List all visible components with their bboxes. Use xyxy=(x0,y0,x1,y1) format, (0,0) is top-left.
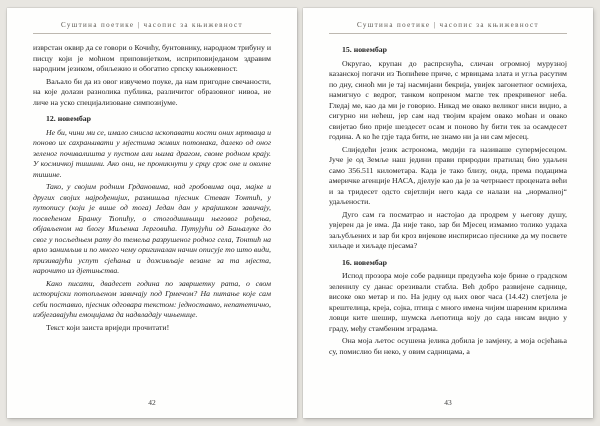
entry-heading-nov15: 15. новембар xyxy=(342,45,388,54)
entry-heading-nov16: 16. новембар xyxy=(342,257,388,267)
body-paragraph: Дуго сам га посматрао и настојао да продрем у његову душу, увјерен да је има. Да није тако, зар би Мјесец измамио толико уздаха заљубљених и зар би кроз вијекове инспирисао пјеснике да му посвете хиљаде и хиљаде пјесама? xyxy=(329,209,567,250)
entry-heading-nov12: 12. новембар xyxy=(46,114,92,123)
page-right xyxy=(303,8,593,418)
body-paragraph: Она моја љетос осушена јелика добила је замјену, а моја осјећања су, помислио би неко, у овим садницама, а xyxy=(329,336,567,356)
body-paragraph: Како писати, двадесет година по завршетку рата, о свом историјски потопљеном завичају под Грмечом? На питање које сам себи поставио, пјесник одговара текстом: једноставно, непатетично, избјегавајући емоцијама да надвладају чињенице. xyxy=(33,278,271,319)
body-paragraph: Тако, у својим родним Грдановима, над гробовима оца, мајке и других својих најрођенијих, размишља пјесник Стеван Тонтић, у путопису (који је више од тога) Један дан у крајишком завичају, посвећеном Бранку Ћопићу, о стогодишњици његовог рођења, објављеном на блогу Миљенка Јерговића. Путујући од Бањалуке до свог у посљедњем рату до темеља разрушеног родног села, Тонтић на врло занимљив и по много чему оригиналан начин описује то што види, призивајући успут сјећања и доживљаје везане за та мјеста, нарочито из дјетињства. xyxy=(33,182,271,275)
body-paragraph: Слиједећи језик астронома, медији га називаше супермјесецом. Јуче је од Земље наш једини прави природни пратилац био удаљен само 356.511 километара. Када је тако близу, онда, према подацима америчке агенције НАСА, дјелује као да је за четрнаест процената већи и за тридесет одсто свјетлији него када се налази на „нормалној“ удаљености. xyxy=(329,144,567,206)
body-paragraph: Текст који заиста вриједи прочитати! xyxy=(46,322,170,332)
page-number: 42 xyxy=(148,398,156,407)
page-left xyxy=(7,8,297,418)
page-header: Суштина поетике | часопис за књижевност xyxy=(329,21,567,34)
page-header: Суштина поетике | часопис за књижевност xyxy=(33,21,271,34)
body-paragraph: Не би, чини ми се, имало смисла ископавати кости оних мртваца и поново их сахрањивати у мјестима живих потомака, далеко од оног зеленог почивалишта у пустом али њима драгом, своме родном крају. У космичкој тишини. Ако они, не проникнути у срцу срж оне и околне тишине. xyxy=(33,127,271,179)
page-body xyxy=(33,43,271,392)
body-paragraph: Ваљало би да из овог извучемо поуке, да нам пригодне свечаности, на које долази разнолика публика, различитог образовног нивоа, не личе на уско специјализоване симпозијуме. xyxy=(33,76,271,107)
page-number: 43 xyxy=(444,398,452,407)
page-body xyxy=(329,43,567,392)
body-paragraph: Округао, крупан до распрснућа, сличан огромној мурузној казанској погачи из Ћопићеве приче, с мрвицама злата и угља расутим по дну, синоћ ми је тај насмијани бекрија, увијек загонетног осмијеха, намигнуо с ведрог, танком копреном магле тек прекривеног неба. Гледај ме, као да ми је говорио. Никад ме овако великог ниси видио, а сигурно ни нећеш, јер сам над твојим крајем овако моћан и овако свијетао био прије шездесет осам и поново ћу бити тек за осамдесет година. А ко ће гдје тада бити, не знамо ни ја ни сам мјесец. xyxy=(329,58,567,141)
body-paragraph: Испод прозора моје собе радници предузећа које брине о градском зеленилу су данас орезивали стабла. Већ добро развијене саднице, високе око метар и по. На једну од њих овог часа (14.42) слетјела је крештелица, креја, сојка, птица с много имена чијим шареним крилима ловци ките шешир, шумска љепотица коју до сада нисам видио у граду, међу стамбеним зградама. xyxy=(329,271,567,333)
body-paragraph: изврстан оквир да се говори о Кочићу, бунтовнику, народном трибуну и писцу који је моћном приповијетком, исприповиједаном здравим народним језиком, обиљежио и обогатио српску књижевност. xyxy=(33,43,271,73)
